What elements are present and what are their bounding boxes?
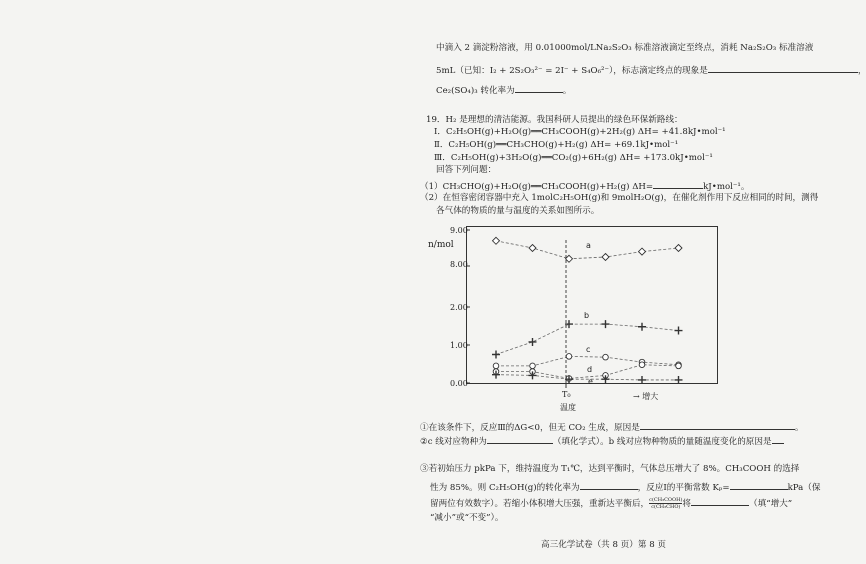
x-direction-label: → 增大 xyxy=(633,392,659,401)
delta-h-blank[interactable] xyxy=(653,179,703,189)
concentration-ratio xyxy=(649,497,682,510)
series-c-point-2 xyxy=(530,363,536,369)
y-tick-0: 0.00 xyxy=(450,379,468,388)
series-label-d: d xyxy=(587,365,593,374)
series-d-point-6 xyxy=(676,363,682,369)
pressure-text: 留两位有效数字）。若缩小体积增大压强，重新达平衡后， xyxy=(430,499,650,509)
series-label-e: e xyxy=(588,377,593,386)
series-d-point-5 xyxy=(639,362,645,368)
subq-2-text: ②c 线对应物种为 xyxy=(420,437,487,447)
series-e-point-5 xyxy=(638,376,646,384)
subq-3-line3 xyxy=(430,496,792,510)
answer-prompt: 回答下列问题： xyxy=(436,165,497,175)
x-marker-t0: T₀ xyxy=(562,390,571,399)
q18-line2-text: 5mL（已知：I₂ + 2S₂O₃²⁻ = 2I⁻ + S₄O₆²⁻），标志滴定终点的现象是 xyxy=(436,66,708,76)
kp-unit: kPa（保 xyxy=(787,483,821,493)
page-footer: 高三化学试卷（共 8 页）第 8 页 xyxy=(541,540,666,550)
q18-line2: 5mL（已知：I₂ + 2S₂O₃²⁻ = 2I⁻ + S₄O₆²⁻），标志滴定终点的现象是 ， xyxy=(436,63,866,77)
q18-line1: 中滴入 2 滴淀粉溶液，用 0.01000mol/LNa₂S₂O₃ 标准溶液滴定至终点，消耗 Na₂S₂O₃ 标准溶液 xyxy=(436,43,814,53)
ratio-denominator: c(CH₃CHO) xyxy=(651,504,681,510)
series-b-point-1 xyxy=(492,351,500,359)
ratio-will-text: 将 xyxy=(682,499,692,509)
x-axis-label: 温度 xyxy=(560,403,576,412)
subq-3-text: 性为 85%。则 C₂H₅OH(g)的转化率为 xyxy=(430,483,580,493)
series-b-point-6 xyxy=(675,327,683,335)
y-tick-9: 9.00 xyxy=(450,226,468,235)
series-b-point-5 xyxy=(638,323,646,331)
ethanol-conversion-blank[interactable] xyxy=(580,480,638,490)
series-a-point-6 xyxy=(675,245,682,252)
reaction-3: Ⅲ．C₂H₅OH(g)+3H₂O(g)══CO₂(g)+6H₂(g) ΔH= +173.0kJ•mol⁻¹ xyxy=(434,153,713,163)
subq-1: ①在该条件下，反应Ⅲ的ΔG<0，但无 CO₂ 生成，原因是 。 xyxy=(420,420,803,434)
series-a-point-2 xyxy=(529,245,536,252)
subq-1-blank[interactable] xyxy=(640,420,795,430)
part-2-line1: （2）在恒容密闭容器中充入 1molC₂H₅OH(g)和 9molH₂O(g)，在催化剂作用下反应相同的时间，测得 xyxy=(420,193,819,203)
series-a-point-4 xyxy=(602,254,609,261)
q19-intro: 19．H₂ 是理想的清洁能源。我国科研人员提出的绿色环保新路线： xyxy=(426,115,683,125)
subq-2 xyxy=(420,434,784,448)
part-2-line2: 各气体的物质的量与温度的关系如图所示。 xyxy=(436,206,600,216)
part-1 xyxy=(420,179,749,193)
conversion-rate-blank[interactable] xyxy=(515,83,563,93)
series-label-c: c xyxy=(586,345,591,354)
series-a-point-3 xyxy=(566,255,573,262)
series-a-point-1 xyxy=(493,237,500,244)
subq-3-line1: ③若初始压力 pkPa 下，维持温度为 T₁℃，达到平衡时，气体总压增大了 8%。CH₃COOH 的选择 xyxy=(420,464,800,474)
reaction-1: Ⅰ．C₂H₅OH(g)+H₂O(g)══CH₃COOH(g)+2H₂(g) ΔH= +41.8kJ•mol⁻¹ xyxy=(434,127,726,137)
amount-temperature-chart xyxy=(466,226,718,388)
series-c-point-3 xyxy=(566,354,572,360)
subq-1-text: ①在该条件下，反应Ⅲ的ΔG<0，但无 CO₂ 生成，原因是 xyxy=(420,423,640,433)
y-tick-8: 8.00 xyxy=(450,260,468,269)
b-line-reason-blank[interactable] xyxy=(772,434,784,444)
series-b-point-4 xyxy=(602,320,610,328)
y-tick-1: 1.00 xyxy=(450,341,468,350)
series-b-point-2 xyxy=(529,338,537,346)
ratio-change-blank[interactable] xyxy=(691,496,749,506)
subq-3-line4: “减小”或“不变”）。 xyxy=(430,513,504,523)
reaction-2: Ⅱ．C₂H₅OH(g)══CH₃CHO(g)+H₂(g) ΔH= +69.1kJ•mol⁻¹ xyxy=(434,140,679,150)
series-e-point-6 xyxy=(675,376,683,384)
kp-text: ，反应Ⅰ的平衡常数 Kₚ= xyxy=(637,483,730,493)
endpoint-phenomenon-blank[interactable] xyxy=(708,63,858,73)
subq-2-text-b: （填化学式）。b 线对应物种物质的量随温度变化的原因是 xyxy=(552,437,772,447)
part-1-unit: kJ•mol⁻¹。 xyxy=(703,182,750,192)
q18-line3-text: Ce₂(SO₄)₃ 转化率为 xyxy=(436,86,515,96)
series-label-b: b xyxy=(584,311,590,320)
series-label-a: a xyxy=(586,241,591,250)
kp-blank[interactable] xyxy=(730,480,788,490)
fill-hint: （填“增大” xyxy=(749,499,793,509)
y-tick-2: 2.00 xyxy=(450,303,468,312)
series-c-point-4 xyxy=(603,354,609,360)
q18-line3: Ce₂(SO₄)₃ 转化率为 。 xyxy=(436,83,571,97)
series-c-point-1 xyxy=(493,363,499,369)
part-1-text: （1）CH₃CHO(g)+H₂O(g)══CH₃COOH(g)+H₂(g) ΔH= xyxy=(420,182,654,192)
subq-3-line2 xyxy=(430,480,820,494)
y-axis-label: n/mol xyxy=(428,240,454,250)
ratio-numerator: c(CH₃COOH) xyxy=(649,497,683,503)
series-a-point-5 xyxy=(639,248,646,255)
c-line-species-blank[interactable] xyxy=(487,434,553,444)
